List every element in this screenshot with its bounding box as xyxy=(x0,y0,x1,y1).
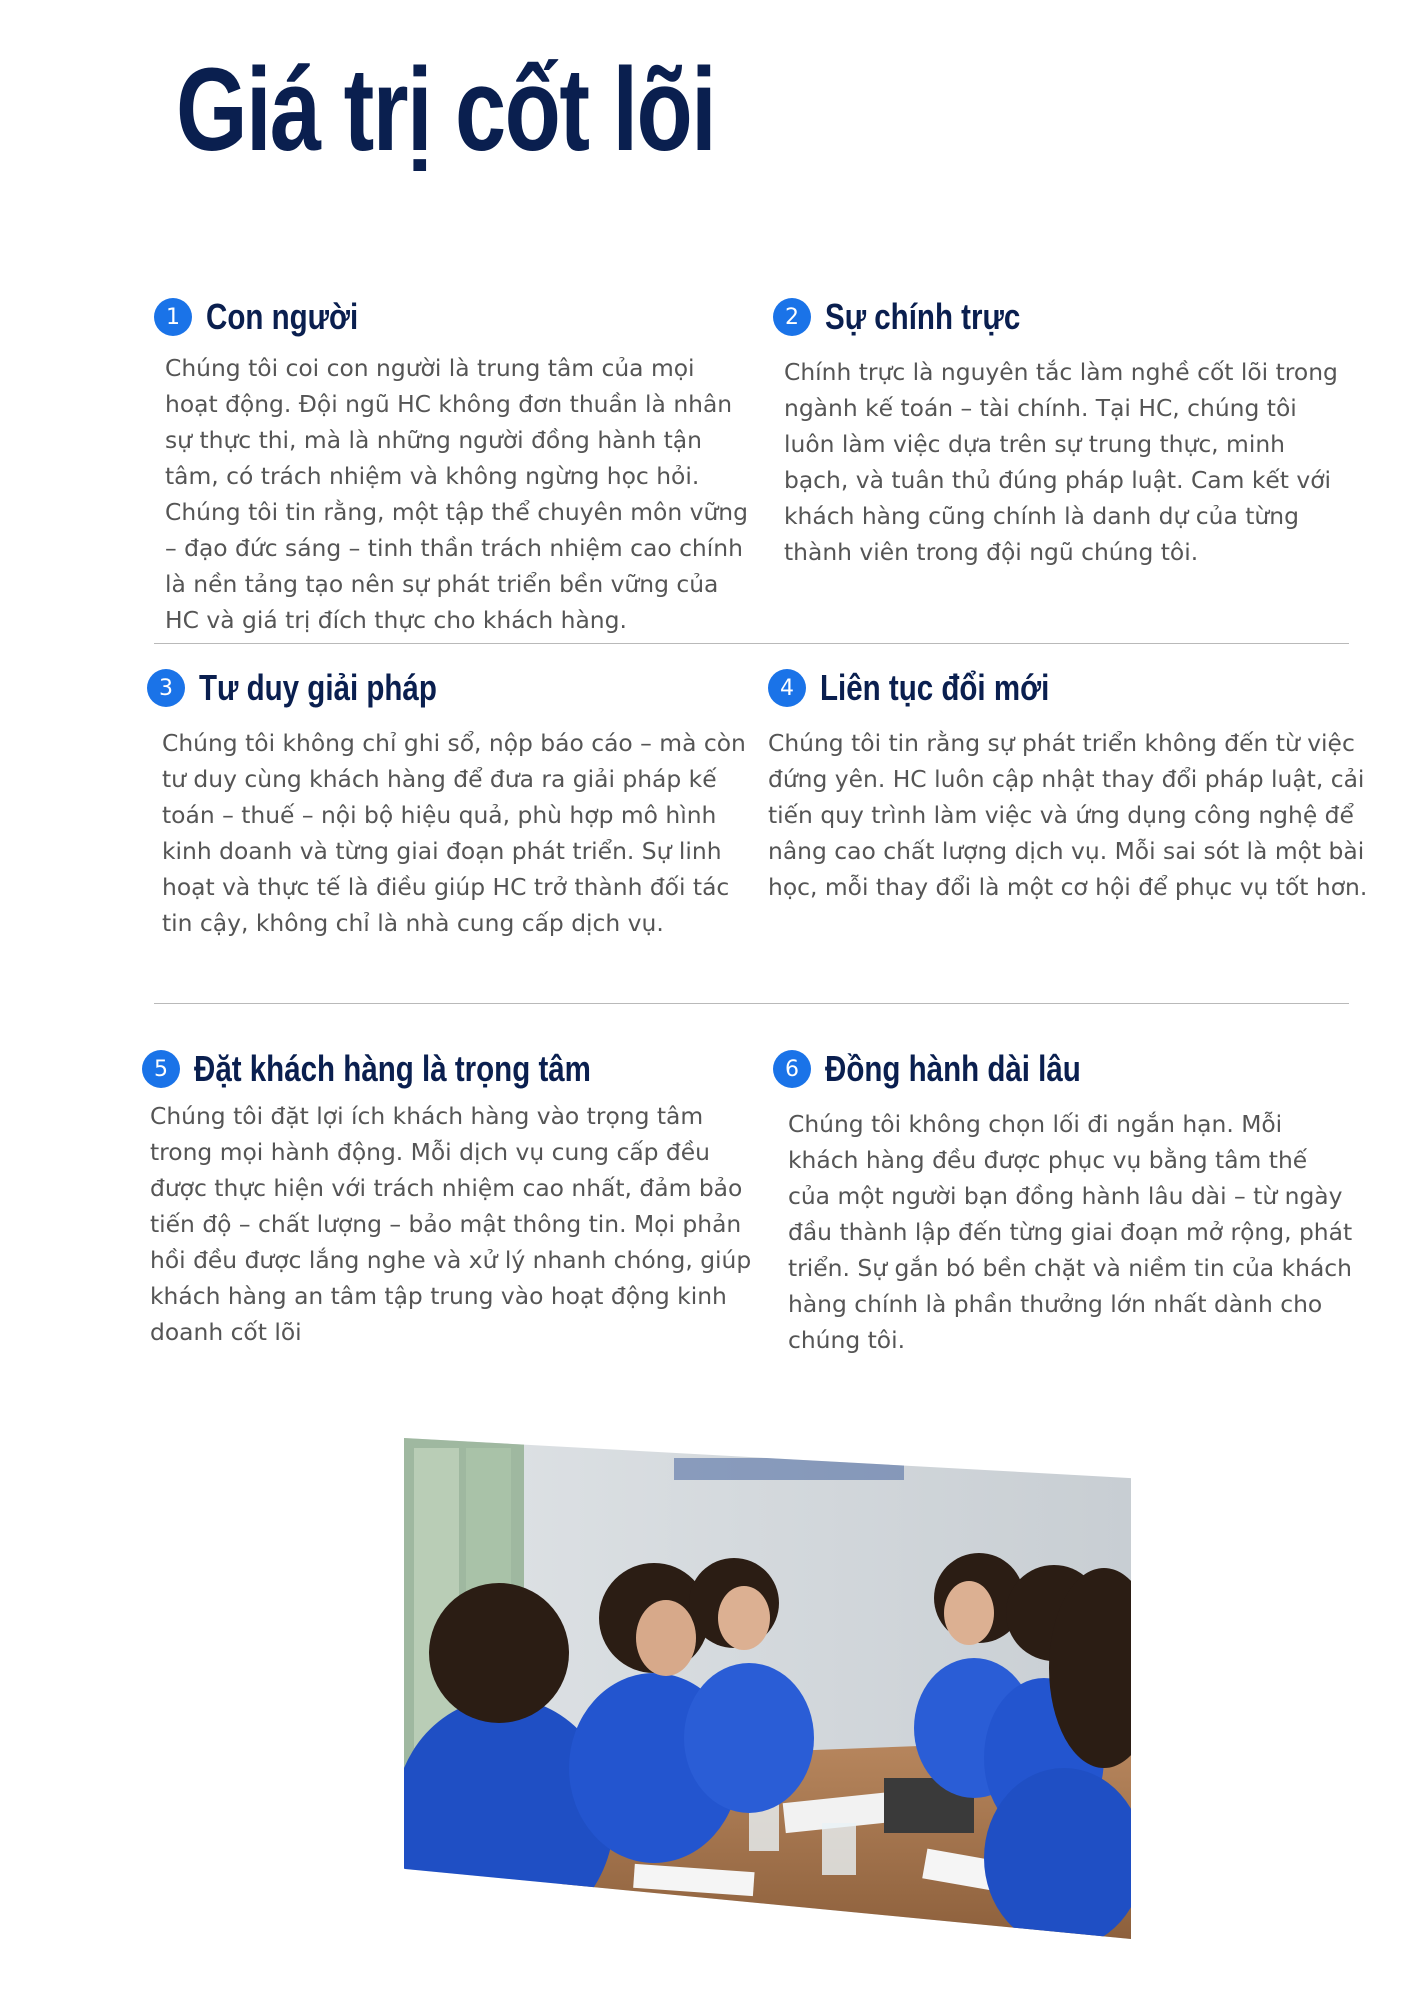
section-title: Liên tục đổi mới xyxy=(820,667,1050,708)
section-title: Đồng hành dài lâu xyxy=(825,1048,1081,1089)
number-badge: 4 xyxy=(768,669,806,707)
section-heading xyxy=(154,294,754,340)
section-body: Chúng tôi không chỉ ghi sổ, nộp báo cáo – mà còn tư duy cùng khách hàng để đưa ra giải pháp kế toán – thuế – nội bộ hiệu quả, phù hợp mô hình kinh doanh và từng giai đoạn phát triển. Sự linh hoạt và thực tế là điều giúp HC trở thành đối tác tin cậy, không chỉ là nhà cung cấp dịch vụ. xyxy=(162,729,746,937)
section-heading xyxy=(768,665,1368,711)
core-value-section-5 xyxy=(142,1046,762,1350)
section-body: Chúng tôi tin rằng sự phát triển không đến từ việc đứng yên. HC luôn cập nhật thay đổi pháp luật, cải tiến quy trình làm việc và ứng dụng công nghệ để nâng cao chất lượng dịch vụ. Mỗi sai sót là một bài học, mỗi thay đổi là một cơ hội để phục vụ tốt hơn. xyxy=(768,729,1368,901)
page-title: Giá trị cốt lõi xyxy=(176,44,716,176)
core-value-section-1 xyxy=(154,294,754,638)
number-badge: 1 xyxy=(154,298,192,336)
core-value-section-4 xyxy=(768,665,1368,905)
section-title: Sự chính trực xyxy=(825,296,1021,337)
section-body: Chính trực là nguyên tắc làm nghề cốt lõi trong ngành kế toán – tài chính. Tại HC, chúng tôi luôn làm việc dựa trên sự trung thực, minh bạch, và tuân thủ đúng pháp luật. Cam kết với khách hàng cũng chính là danh dự của từng thành viên trong đội ngũ chúng tôi. xyxy=(784,358,1338,566)
core-value-section-3 xyxy=(147,665,747,941)
section-title: Đặt khách hàng là trọng tâm xyxy=(194,1048,591,1089)
section-heading xyxy=(773,294,1353,340)
section-title: Tư duy giải pháp xyxy=(199,667,437,708)
section-body: Chúng tôi đặt lợi ích khách hàng vào trọng tâm trong mọi hành động. Mỗi dịch vụ cung cấp đều được thực hiện với trách nhiệm cao nhất, đảm bảo tiến độ – chất lượng – bảo mật thông tin. Mọi phản hồi đều được lắng nghe và xử lý nhanh chóng, giúp khách hàng an tâm tập trung vào hoạt động kinh doanh cốt lõi xyxy=(150,1102,752,1346)
section-divider xyxy=(154,1003,1349,1004)
core-value-section-2 xyxy=(773,294,1353,570)
number-badge: 3 xyxy=(147,669,185,707)
section-heading xyxy=(142,1046,762,1092)
number-badge: 6 xyxy=(773,1050,811,1088)
section-heading xyxy=(147,665,747,711)
number-badge: 5 xyxy=(142,1050,180,1088)
section-title: Con người xyxy=(206,296,359,337)
section-divider xyxy=(154,643,1349,644)
section-heading xyxy=(773,1046,1353,1092)
team-meeting-photo xyxy=(404,1438,1131,1939)
section-body: Chúng tôi coi con người là trung tâm của mọi hoạt động. Đội ngũ HC không đơn thuần là nhân sự thực thi, mà là những người đồng hành tận tâm, có trách nhiệm và không ngừng học hỏi. Chúng tôi tin rằng, một tập thể chuyên môn vững – đạo đức sáng – tinh thần trách nhiệm cao chính là nền tảng tạo nên sự phát triển bền vững của HC và giá trị đích thực cho khách hàng. xyxy=(165,354,748,634)
section-body: Chúng tôi không chọn lối đi ngắn hạn. Mỗi khách hàng đều được phục vụ bằng tâm thế của một người bạn đồng hành lâu dài – từ ngày đầu thành lập đến từng giai đoạn mở rộng, phát triển. Sự gắn bó bền chặt và niềm tin của khách hàng chính là phần thưởng lớn nhất dành cho chúng tôi. xyxy=(788,1110,1353,1354)
number-badge: 2 xyxy=(773,298,811,336)
core-value-section-6 xyxy=(773,1046,1353,1358)
